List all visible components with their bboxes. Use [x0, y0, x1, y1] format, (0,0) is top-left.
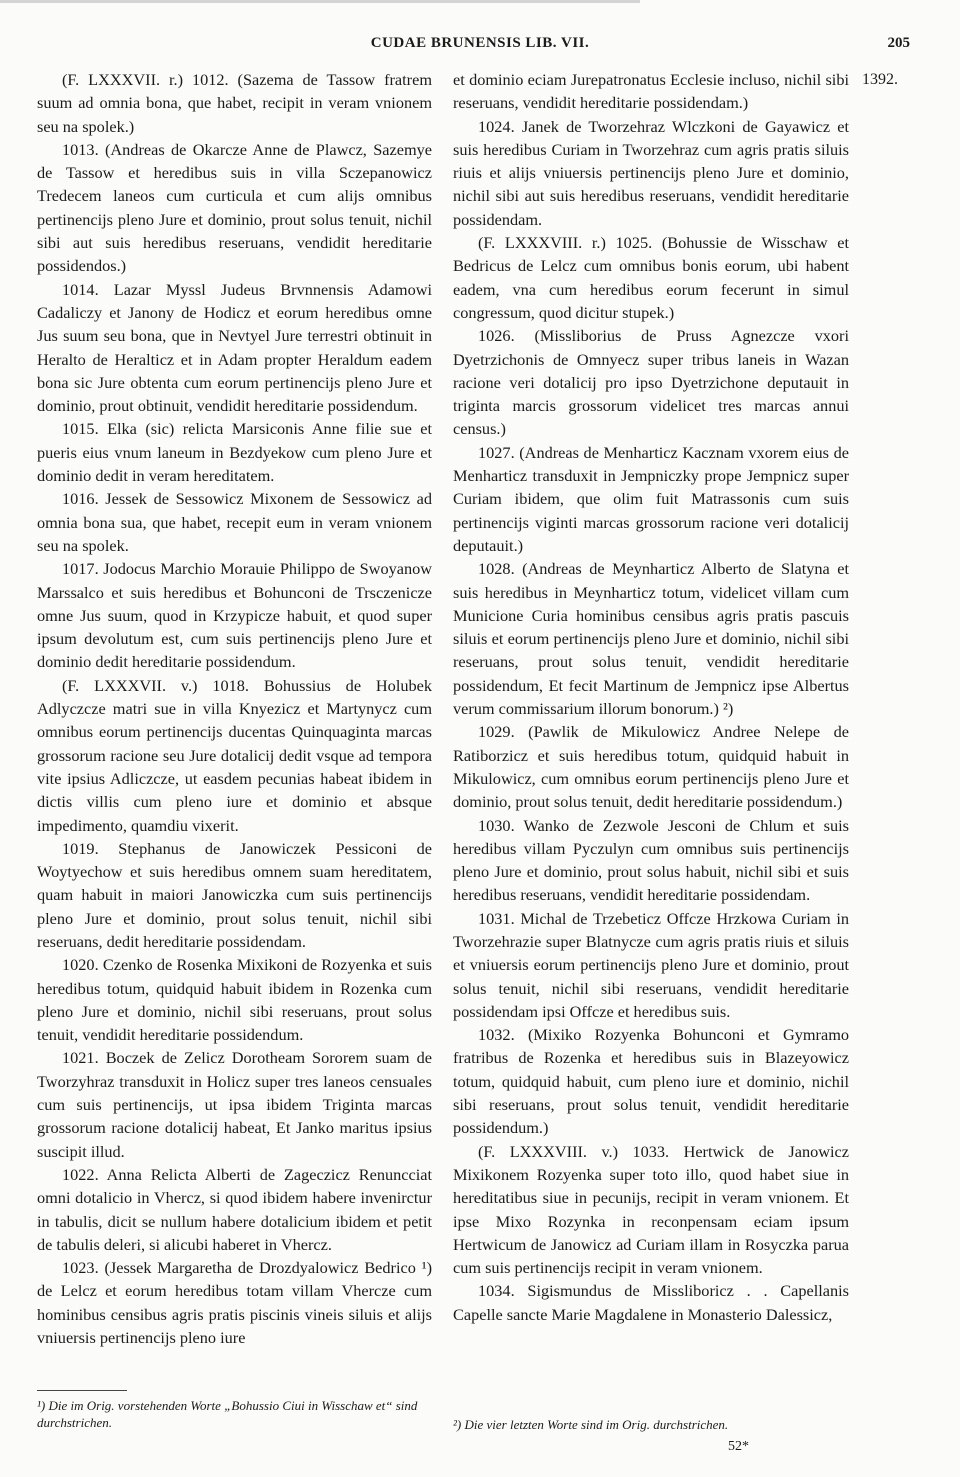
right-column — [453, 68, 849, 1326]
entry-1026: 1026. (Missliborius de Pruss Agnezcze vxori Dyetrzichonis de Omnyecz super tribus laneis in Wazan racione veri dotalicij pro ipso Dyetrzichone deputauit in triginta marcis grossorum videlicet tres marcas annui census.) — [453, 326, 849, 439]
entry-1017: 1017. Jodocus Marchio Morauie Philippo de Swoyanow Marssalco et suis heredibus et Bohunconi de Trsczenicze omne Jus suum, quod in Krzypicze habuit, et quod super ipsum devolutum est, cum suis pertinencijs pleno Jure et dominio dedit hereditarie possidendum. — [37, 559, 432, 672]
entry-1018: (F. LXXXVII. v.) 1018. Bohussius de Holubek Adlyczcze matri sue in villa Knyezicz et Martynycz cum omnibus eorum pertinencijs ducentas Quinquaginta marcas grossorum racione seu Jure dotalicij dedit vsque ad tempora vite ipsius Adliczcze, ut easdem pecunias habeat ibidem in dictis villis cum pleno iure et dominio et absque impedimento, quamdiu vixerit. — [37, 675, 432, 835]
footnote-2: ²) Die vier letzten Worte sind im Orig. durchstrichen. — [453, 1417, 729, 1432]
entry-1033: (F. LXXXVIII. v.) 1033. Hertwick de Janowicz Mixikonem Rozyenka super toto illo, quod habet siue in hereditatibus siue in pecunijs, recipit in veram vnionem. Et ipse Mixo Rozynka in reconpensam eciam ipsum Hertwicum de Janowicz ad Curiam illam in Rosyczka parua cum suis pertinencijs recipit in veram vnionem. — [453, 1141, 849, 1278]
entry-1034: 1034. Sigismundus de Missliboricz . . Capellanis Capelle sancte Marie Magdalene in Monasterio Dalessicz, — [453, 1281, 849, 1324]
entry-1028: 1028. (Andreas de Meynharticz Alberto de Slatyna et suis heredibus in Meynharticz totum, videlicet villam cum Municione Curia hominibus censibus agris pratis pascuis siluis et eorum pertinencijs pleno Jure et dominio, nichil sibi reseruans, prout solus tenuit, vendidit hereditarie possidendum, Et fecit Martinum de Jempnicz ipse Albertus verum commissarium illorum bonorum.) ²) — [453, 559, 849, 719]
entry-1022: 1022. Anna Relicta Alberti de Zageczicz Renuncciat omni dotalicio in Vhercz, si quod ibidem habere invenirctur in tabulis, dicit se nullum habere dotalicium ibidem et petit de tabulis deleri, si alicubi haberet in Vhercz. — [37, 1164, 432, 1254]
entry-1014: 1014. Lazar Myssl Judeus Brvnnensis Adamowi Cadaliczy et Janony de Hodicz et eorum heredibus omne Jus suum seu bona, que in Nevtyel Jure terrestri obtinuit in Heralto de Heralticz et in Adam propter Heraldum eadem bona sic Jure obtenta cum eorum pertinencijs pleno Jure et dominio, prout obtinuit, vendidit hereditarie possidendum. — [37, 279, 432, 416]
entry-1023: 1023. (Jessek Margaretha de Drozdyalowicz Bedrico ¹) de Lelcz et eorum heredibus totam villam Vhercze cum hominibus censibus agris pratis piscinis vineis siluis et alijs vniuersis pertinencijs pleno iure — [37, 1258, 432, 1348]
footnote-1: ¹) Die im Orig. vorstehenden Worte „Bohussio Ciui in Wisschaw et“ sind durchstrichen. — [37, 1398, 418, 1430]
entry-1023-continued: et dominio eciam Jurepatronatus Ecclesie incluso, nichil sibi reseruans, vendidit hereditarie possidendam.) — [453, 70, 849, 113]
entry-1031: 1031. Michal de Trzebeticz Offcze Hrzkowa Curiam in Tworzehrazie super Blatnycze cum agris pratis riuis et siluis et vniuersis eorum pertinencijs pleno Jure et dominio, prout solus tenuit, nichil sibi reseruans, vendidit hereditarie possidendam ipsi Offcze et heredibus suis. — [453, 908, 849, 1021]
entry-1029: 1029. (Pawlik de Mikulowicz Andree Nelepe de Ratiborzicz et suis heredibus totum, quidquid habuit in Mikulowicz, cum omnibus eorum pertinencijs pleno Jure et dominio, prout solus tenuit, dedit hereditarie possidendum.) — [453, 722, 849, 812]
running-header — [30, 35, 930, 57]
entry-1027: 1027. (Andreas de Menharticz Kacznam vxorem eius de Menharticz transduxit in Jempniczky prope Jempnicz super Curiam ibidem, que olim fuit Matrassonis cum suis pertinencijs viginti marcas grossorum racione veri dotalicij deputauit.) — [453, 442, 849, 555]
entry-1024: 1024. Janek de Tworzehraz Wlczkoni de Gayawicz et suis heredibus Curiam in Tworzehraz cum agris pratis siluis riuis et alijs vniuersis pertinencijs pleno Jure et dominio, nichil sibi aut suis heredibus reseruans, vendidit hereditarie possidendam. — [453, 116, 849, 229]
entry-1012: (F. LXXXVII. r.) 1012. (Sazema de Tassow fratrem suum ad omnia bona, que habet, recipit in veram vnionem seu na spolek.) — [37, 70, 432, 136]
entry-1016: 1016. Jessek de Sessowicz Mixonem de Sessowicz ad omnia bona sua, que habet, recepit eum in veram vnionem seu na spolek. — [37, 489, 432, 555]
entry-1021: 1021. Boczek de Zelicz Dorotheam Sororem suam de Tworzyhraz transduxit in Holicz super tres laneos censuales cum suis pertinencijs, ut ipsa ibidem Triginta marcas grossorum racione dotalicij habeat, Et Janko maritus ipsius suscipit illud. — [37, 1048, 432, 1161]
top-rule — [0, 0, 640, 3]
entry-1025: (F. LXXXVIII. r.) 1025. (Bohussie de Wisschaw et Bedricus de Lelcz cum omnibus bonis eorum, ubi habent eadem, vna cum heredibus eorum fecerunt in simul congressum, quod dicitur stupek.) — [453, 233, 849, 322]
entry-1032: 1032. (Mixiko Rozyenka Bohunconi et Gymramo fratribus de Rozenka et heredibus suis in Blazeyowicz totum, quidquid habuit, cum pleno iure et dominio, nichil sibi reseruans, prout solus tenuit, vendidit hereditarie possidendum.) — [453, 1025, 849, 1138]
footnote-rule — [37, 1390, 127, 1391]
margin-year: 1392. — [862, 71, 898, 88]
left-column — [37, 68, 432, 1349]
entry-1019: 1019. Stephanus de Janowiczek Pessiconi de Woytyechow et suis heredibus omnem suam hereditatem, quam habuit in maiori Janowiczka cum suis pertinencijs pleno Jure et dominio, prout solus tenuit, nichil sibi reseruans, dedit hereditarie possidendam. — [37, 838, 432, 951]
entry-1015: 1015. Elka (sic) relicta Marsiconis Anne filie sue et pueris eius vnum laneum in Bezdyekow cum pleno Jure et dominio dedit in veram hereditatem. — [37, 419, 432, 486]
signature-mark: 52* — [728, 1439, 749, 1454]
page-number: 205 — [887, 35, 910, 51]
entry-1013: 1013. (Andreas de Okarcze Anne de Plawcz, Sazemye de Tassow et heredibus suis in villa Sczepanowicz Tredecem laneos cum curticula et cum alijs omnibus pertinencijs pleno Jure et dominio, prout solus tenuit, nichil sibi aut suis heredibus reseruans, vendidit hereditarie possidendos.) — [37, 139, 432, 276]
running-title: CUDAE BRUNENSIS LIB. VII. — [370, 35, 590, 51]
entry-1030: 1030. Wanko de Zezwole Jesconi de Chlum et suis heredibus villam Pyczulyn cum omnibus suis pertinencijs pleno Jure et dominio, prout solus habuit, nichil sibi et suis heredibus reseruans, vendidit hereditarie possidendam. — [453, 815, 849, 905]
entry-1020: 1020. Czenko de Rosenka Mixikoni de Rozyenka et suis heredibus totum, quidquid habuit ibidem in Rozenka cum pleno Jure et dominio, nichil sibi reseruans, prout solus tenuit, vendidit hereditarie possidendum. — [37, 955, 432, 1045]
